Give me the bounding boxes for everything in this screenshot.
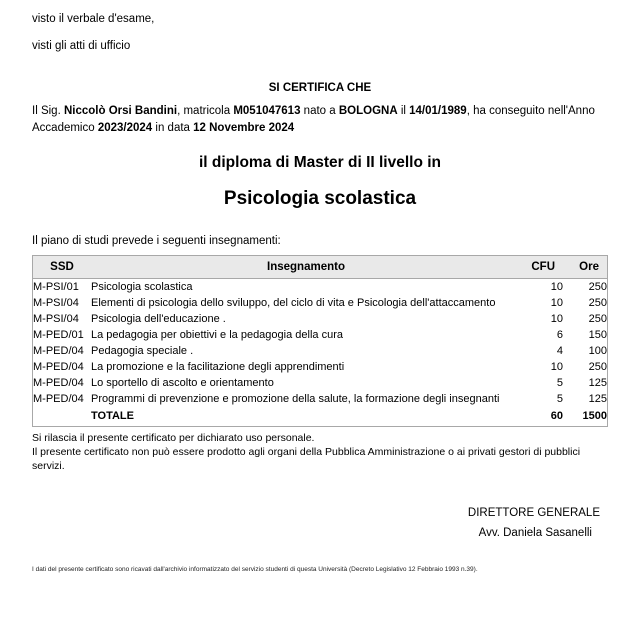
note-line-2: Il presente certificato non può essere prodotto agli organi della Pubblica Amministrazione o ai privati gestori di pubblici servizi.: [32, 446, 581, 472]
cell-insegnamento: Pedagogia speciale .: [91, 345, 194, 357]
table-row: [33, 375, 608, 391]
birth-date-value: 14/01/1989: [409, 105, 467, 117]
academic-year-value: 2023/2024: [97, 121, 153, 134]
column-header-ssd: SSD: [33, 256, 92, 279]
total-ore: 1500: [582, 410, 607, 422]
cell-insegnamento: Elementi di psicologia dello sviluppo, del ciclo di vita e Psicologia dell'attaccamento: [91, 297, 496, 309]
cell-ore: 250: [588, 297, 607, 309]
table-row: [33, 279, 608, 296]
preamble-block: [32, 0, 608, 60]
course-title: Psicologia scolastica: [223, 188, 417, 209]
cell-cfu: 10: [550, 361, 563, 373]
table-row: [33, 391, 608, 407]
column-header-insegnamento: Insegnamento: [91, 256, 521, 279]
cell-cfu: 10: [550, 297, 563, 309]
cell-ssd: M-PED/04: [33, 393, 84, 405]
notes-block: [32, 431, 608, 473]
table-total-row: [33, 407, 608, 427]
table-header: [33, 256, 608, 279]
cell-ssd: M-PSI/04: [33, 297, 79, 309]
column-header-cfu: CFU: [521, 256, 563, 279]
table-row: [33, 295, 608, 311]
table-body: [33, 279, 608, 427]
cell-cfu: 10: [550, 281, 563, 293]
study-plan-intro: Il piano di studi prevede i seguenti insegnamenti:: [32, 235, 281, 247]
cell-ssd: M-PED/01: [33, 329, 84, 341]
cell-ore: 250: [588, 313, 607, 325]
sentence-prefix: Il Sig.: [32, 105, 64, 117]
sentence-mid-2: nato a: [300, 105, 339, 117]
cell-ore: 125: [588, 393, 607, 405]
cell-insegnamento: Lo sportello di ascolto e orientamento: [91, 377, 274, 389]
sentence-mid-5: in data: [152, 121, 194, 134]
table-row: [33, 359, 608, 375]
signature-name: Avv. Daniela Sasanelli: [478, 527, 592, 539]
cell-cfu: 10: [550, 313, 563, 325]
cell-cfu: 5: [556, 377, 563, 389]
cell-ore: 250: [588, 281, 607, 293]
cell-cfu: 4: [556, 345, 563, 357]
signature-block: [32, 503, 608, 543]
table-row: [33, 343, 608, 359]
cell-insegnamento: Psicologia scolastica: [91, 281, 193, 293]
cell-ssd: M-PED/04: [33, 345, 84, 357]
cell-ssd: M-PED/04: [33, 361, 84, 373]
cell-insegnamento: Programmi di prevenzione e promozione della salute, la formazione degli insegnanti: [91, 393, 500, 405]
matricola-value: M051047613: [233, 105, 301, 117]
cell-insegnamento: La promozione e la facilitazione degli apprendimenti: [91, 361, 345, 373]
cell-ssd: M-PSI/01: [33, 281, 79, 293]
sentence-mid-4: , ha conseguito nell'Anno Accademico: [32, 105, 595, 134]
signature-title: DIRETTORE GENERALE: [467, 507, 600, 519]
diploma-type-line: il diploma di Master di II livello in: [198, 154, 441, 171]
preamble-line-2: visti gli atti di ufficio: [32, 40, 131, 52]
cell-ssd: M-PSI/04: [33, 313, 79, 325]
study-plan-table: [32, 255, 608, 427]
cell-ssd: M-PED/04: [33, 377, 84, 389]
birth-place-value: BOLOGNA: [338, 105, 398, 117]
total-label: TOTALE: [91, 410, 134, 422]
column-header-ore: Ore: [563, 256, 608, 279]
cell-insegnamento: Psicologia dell'educazione .: [91, 313, 226, 325]
total-cfu: 60: [550, 410, 563, 422]
cell-ore: 250: [588, 361, 607, 373]
cell-ore: 150: [588, 329, 607, 341]
table-row: [33, 327, 608, 343]
table-header-row: [33, 256, 608, 279]
issue-date-value: 12 Novembre 2024: [193, 121, 295, 134]
cell-cfu: 6: [556, 329, 563, 341]
cell-cfu: 5: [556, 393, 563, 405]
certification-sentence: [32, 103, 608, 136]
preamble-line-1: visto il verbale d'esame,: [32, 13, 155, 25]
student-name: Niccolò Orsi Bandini: [63, 105, 178, 117]
cell-ore: 125: [588, 377, 607, 389]
cell-insegnamento: La pedagogia per obiettivi e la pedagogia della cura: [91, 329, 343, 341]
fineprint-disclaimer: I dati del presente certificato sono ricavati dall'archivio informatizzato del servizio studenti di questa Università (Decreto Legislativo 12 Febbraio 1993 n.39).: [32, 566, 478, 573]
certification-heading: SI CERTIFICA CHE: [268, 82, 372, 94]
cell-ore: 100: [588, 345, 607, 357]
note-line-1: Si rilascia il presente certificato per dichiarato uso personale.: [32, 432, 315, 444]
sentence-mid-1: , matricola: [177, 105, 234, 117]
table-row: [33, 311, 608, 327]
sentence-mid-3: il: [397, 105, 410, 117]
total-spacer: [33, 407, 92, 427]
